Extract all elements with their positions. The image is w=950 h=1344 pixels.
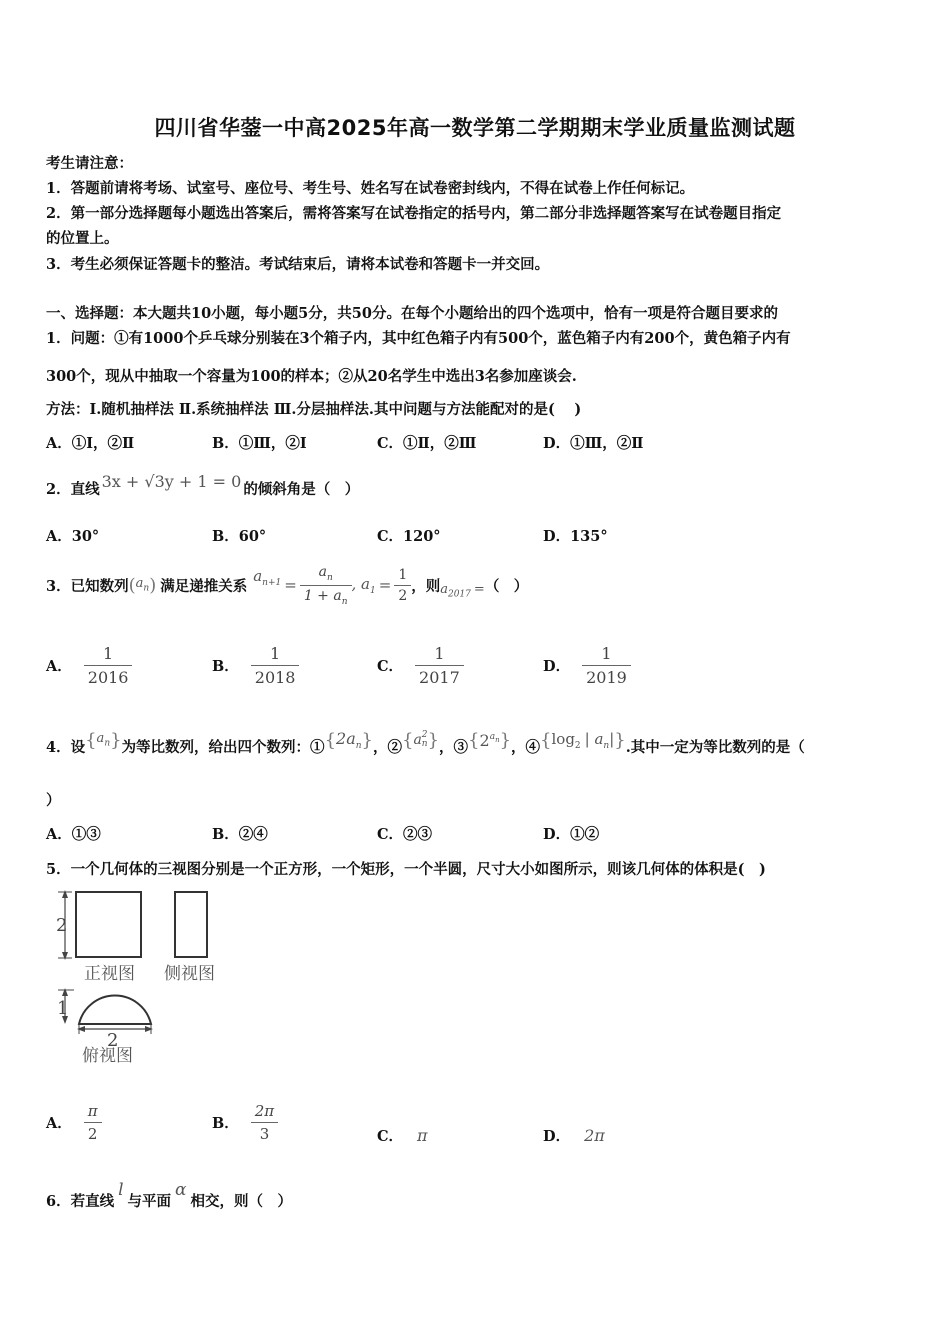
- top-view: [57, 988, 153, 1066]
- q3-lhs: a: [253, 566, 263, 585]
- notice-item: 3．考生必须保证答题卡的整洁。考试结束后，请将本试卷和答题卡一并交回。: [46, 256, 550, 273]
- q3-lhs-sub: n+1: [262, 577, 282, 588]
- q4-c3: ，③: [439, 738, 469, 756]
- top-view-label: 俯视图: [82, 1046, 133, 1066]
- q2-equation: 3x + √3y + 1 = 0: [101, 472, 242, 491]
- q1-line3: 方法：Ⅰ.随机抽样法 Ⅱ.系统抽样法 Ⅲ.分层抽样法.其中问题与方法能配对的是( ): [46, 401, 582, 418]
- frac-num: 2π: [251, 1102, 278, 1123]
- q2-option-a: A．30°: [46, 528, 100, 545]
- q4-tail: .其中一定为等比数列的是（: [625, 738, 805, 756]
- q2-option-c: C．120°: [377, 528, 441, 545]
- frac-num: 1: [582, 644, 631, 666]
- three-view-figure: [52, 884, 232, 1069]
- q5-option-c: [377, 1125, 428, 1146]
- q3-seq: a: [135, 576, 144, 592]
- q4-c4: ，④: [511, 738, 541, 756]
- q3-seq-sub: n: [143, 583, 150, 594]
- q4-s4-end: |: [609, 729, 615, 748]
- q4-s4: log: [551, 729, 575, 748]
- frac-den: 2018: [254, 668, 296, 687]
- q1-line1: 1．问题：①有1000个乒乓球分别装在3个箱子内，其中红色箱子内有500个，蓝色箱子内有200个，黄色箱子内有: [46, 330, 791, 347]
- q6-mid: 与平面: [127, 1192, 172, 1210]
- q5-option-value: π: [417, 1126, 428, 1145]
- q4-prefix: 4．设: [46, 738, 86, 756]
- q5-option-d: [543, 1125, 605, 1146]
- q3-init-fraction: [394, 567, 411, 604]
- q5-stem: 5．一个几何体的三视图分别是一个正方形，一个矩形，一个半圆，尺寸大小如图所示，则该几何体的体积是( ): [46, 861, 766, 878]
- q3-paren: （ ）: [484, 577, 529, 595]
- q3-option-fraction: [415, 644, 464, 687]
- top-dim-w-label: 2: [107, 1030, 119, 1051]
- q3-target-eq: =: [473, 582, 485, 598]
- q2-option-b: B．60°: [212, 528, 267, 545]
- q1-line2: 300个，现从中抽取一个容量为100的样本；②从20名学生中选出3名参加座谈会.: [46, 368, 577, 385]
- q5-option-value: 2π: [584, 1126, 605, 1145]
- front-view-label: 正视图: [84, 964, 135, 984]
- q1-option-b: B．①Ⅲ，②Ⅰ: [212, 435, 307, 452]
- q3-option-fraction: [84, 644, 133, 687]
- frac-den: 3: [259, 1125, 270, 1143]
- q4-option-b: B．②④: [212, 826, 268, 843]
- q5-option-label: B．: [212, 1115, 239, 1132]
- q3-prefix: 3．已知数列: [46, 577, 129, 595]
- q3-frac-den: 1 + a: [303, 587, 342, 604]
- q6-line-symbol: l: [118, 1180, 124, 1200]
- frac-den: 2: [87, 1125, 98, 1143]
- q2-stem: [46, 472, 360, 499]
- side-view: [164, 892, 215, 984]
- q2-prefix: 2．直线: [46, 481, 100, 498]
- q2-option-d: D．135°: [543, 528, 608, 545]
- page-title: 四川省华蓥一中高2025年高一数学第二学期期末学业质量监测试题: [154, 116, 796, 140]
- q4-stem: 4．设 { $a_n$ } 为等比数列，给出四个数列：① { $2a_n$ } ，② { a 2 n } ，③ { $2^{a_n}$ } ，④ { $\log_2$ | $a_n|$ } .其中一定为等比数列的是（: [46, 728, 805, 756]
- frac-num: π: [84, 1102, 102, 1123]
- q3-mid: 满足递推关系: [160, 577, 248, 595]
- q3-init-num: 1: [394, 567, 411, 586]
- q4-s2-sup: 2: [421, 730, 428, 740]
- frac-den: 2016: [87, 668, 129, 687]
- q3-option-c: [377, 644, 464, 687]
- q3-init-den: 2: [398, 587, 408, 604]
- q4-s4-arg: | a: [584, 729, 604, 748]
- frac-den: 2017: [419, 668, 460, 687]
- front-view: [56, 890, 141, 984]
- q3-option-label: A．: [46, 658, 72, 675]
- frac-num: 1: [84, 644, 133, 666]
- q4-s3: 2: [479, 730, 490, 750]
- q6-suffix: 相交，则（ ）: [190, 1192, 293, 1210]
- q4-option-a: A．①③: [46, 826, 101, 843]
- q4-seq: a: [96, 731, 105, 747]
- frac-num: 1: [251, 644, 300, 666]
- q4-mid: 为等比数列，给出四个数列：①: [121, 738, 325, 756]
- frac-num: 1: [415, 644, 464, 666]
- q3-target-sub: 2017: [448, 589, 471, 600]
- q2-suffix: 的倾斜角是（ ）: [243, 481, 360, 498]
- notice-item: 的位置上。: [46, 230, 119, 247]
- q3-fraction: [300, 564, 352, 607]
- q5-option-label: D．: [543, 1128, 571, 1145]
- q6-stem: [46, 1180, 292, 1220]
- notice-item: 2．第一部分选择题每小题选出答案后，需将答案写在试卷指定的括号内，第二部分非选择题答案写在试卷题目指定: [46, 205, 782, 222]
- q3-init-eq: =: [378, 576, 392, 594]
- q4-s4-sub: 2: [574, 740, 581, 751]
- q3-option-label: B．: [212, 658, 239, 675]
- q1-option-c: C．①Ⅱ，②Ⅲ: [377, 435, 477, 452]
- q3-option-label: C．: [377, 658, 404, 675]
- q3-option-b: [212, 644, 299, 687]
- q3-option-d: [543, 644, 631, 687]
- q6-prefix: 6．若直线: [46, 1192, 115, 1210]
- q5-option-label: C．: [377, 1128, 404, 1145]
- q6-plane-symbol: α: [175, 1180, 187, 1200]
- q3-frac-num-sub: n: [326, 572, 333, 583]
- notice-item: 1．答题前请将考场、试室号、座位号、考生号、姓名写在试卷密封线内，不得在试卷上作任何标记。: [46, 180, 695, 197]
- q4-line2: ）: [46, 792, 61, 809]
- q1-option-d: D．①Ⅲ，②Ⅱ: [543, 435, 644, 452]
- q1-option-a: A．①Ⅰ，②Ⅱ: [46, 435, 135, 452]
- q4-seq-sub: n: [104, 738, 111, 749]
- q3-option-fraction: [251, 644, 300, 687]
- q5-option-a: [46, 1102, 102, 1143]
- q4-c2: ，②: [372, 738, 402, 756]
- q3-init-sub: 1: [370, 585, 376, 596]
- notice-heading: 考生请注意：: [46, 155, 133, 172]
- q3-target: a: [440, 582, 448, 598]
- q3-then: ，则: [411, 577, 441, 595]
- q4-s3-supsub: n: [495, 735, 500, 744]
- q3-stem: 3．已知数列 ( $a_n$ ) 满足递推关系 $a_{n+1}$ = $\frac{a_n}{1 + a_n}$ , $a_1$ = $\frac{1}{2}$ ，则 $a_{2017}$ = （ ）: [46, 563, 529, 607]
- top-dim-h-label: 1: [57, 998, 69, 1019]
- q3-frac-den-sub: n: [341, 596, 348, 607]
- frac-den: 2019: [586, 668, 627, 687]
- q4-s2-sub: n: [421, 739, 428, 749]
- front-dim-label: 2: [56, 915, 68, 936]
- q4-s4-arg-sub: n: [603, 740, 610, 751]
- q5-option-label: A．: [46, 1115, 72, 1132]
- q5-option-b: [212, 1102, 278, 1143]
- q3-eq: =: [284, 576, 297, 594]
- section-heading: 一、选择题：本大题共10小题，每小题5分，共50分。在每个小题给出的四个选项中，恰有一项是符合题目要求的: [46, 305, 778, 322]
- q4-s1-sub: n: [355, 741, 362, 752]
- q4-s2: a: [413, 732, 422, 748]
- q3-option-a: [46, 644, 132, 687]
- q5-option-fraction: [251, 1102, 278, 1143]
- q3-init: , a: [351, 574, 370, 593]
- q3-option-fraction: [582, 644, 631, 687]
- q4-option-c: C．②③: [377, 826, 433, 843]
- side-view-label: 侧视图: [164, 964, 215, 984]
- q5-option-fraction: [84, 1102, 102, 1143]
- q3-frac-num: a: [318, 563, 327, 580]
- q3-option-label: D．: [543, 658, 571, 675]
- q4-s1: 2a: [336, 728, 356, 748]
- q4-option-d: D．①②: [543, 826, 600, 843]
- q4-s3-sup: a: [489, 732, 496, 743]
